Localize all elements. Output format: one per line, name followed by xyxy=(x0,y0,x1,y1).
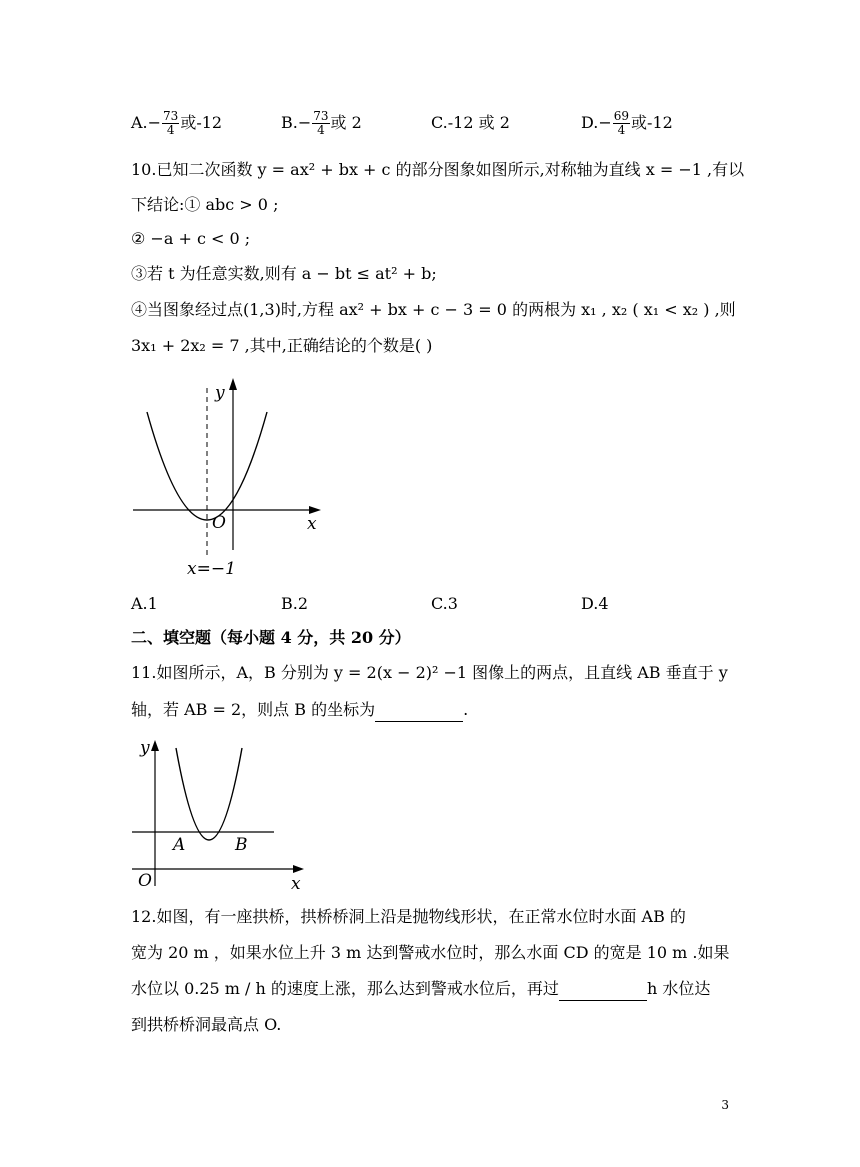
q10-line-2: 下结论:① abc > 0 ; xyxy=(131,195,279,214)
q10-option-c: C.3 xyxy=(431,594,458,613)
q12-line-4: 到拱桥桥洞最高点 O. xyxy=(131,1015,282,1034)
q10-axis-label: x=−1 xyxy=(187,559,236,579)
q9-option-d: D.− $\frac{69}{4}$ 或-12 xyxy=(581,109,673,137)
q12-answer-blank[interactable] xyxy=(559,978,647,1001)
q11-origin-label: O xyxy=(138,871,152,891)
q11-parabola-figure xyxy=(128,734,308,894)
q12-line-1: 12.如图，有一座拱桥，拱桥桥洞上沿是抛物线形状，在正常水位时水面 AB 的 xyxy=(131,907,686,926)
q10-x-label: x xyxy=(307,514,317,534)
q11-x-label: x xyxy=(291,874,301,894)
q10-option-a: A.1 xyxy=(131,594,158,613)
q9-option-c: C.-12 或 2 xyxy=(431,113,510,132)
q10-parabola-figure xyxy=(125,372,335,582)
section-heading: 二、填空题（每小题 4 分，共 20 分） xyxy=(131,628,411,647)
q12-line-3: 水位以 0.25 m / h 的速度上涨，那么达到警戒水位后，再过 h 水位达 xyxy=(131,978,710,1001)
q11-line-1: 11.如图所示，A，B 分别为 y = 2(x − 2)² −1 图像上的两点，且直线 AB 垂直于 y xyxy=(131,663,728,682)
q9-option-b: B.− $\frac{73}{4}$ 或 2 xyxy=(281,109,362,137)
q10-line-1: 10.已知二次函数 y = ax² + bx + c 的部分图象如图所示,对称轴为直线 x = −1 ,有以 xyxy=(131,160,745,179)
q10-origin-label: O xyxy=(212,513,226,533)
q10-line-5: ④当图象经过点(1,3)时,方程 ax² + bx + c − 3 = 0 的两根为 x₁ , x₂ ( x₁ < x₂ ) ,则 xyxy=(131,300,736,319)
q10-line-3: ② −a + c < 0 ; xyxy=(131,229,251,248)
q11-y-label: y xyxy=(140,738,150,758)
page-number: 3 xyxy=(721,1098,729,1112)
q11-line-2: 轴，若 AB = 2，则点 B 的坐标为 . xyxy=(131,699,468,722)
q11-point-a-label: A xyxy=(173,835,186,855)
q12-line-2: 宽为 20 m ，如果水位上升 3 m 达到警戒水位时，那么水面 CD 的宽是 10 m .如果 xyxy=(131,943,730,962)
q11-point-b-label: B xyxy=(235,835,248,855)
q10-line-6: 3x₁ + 2x₂ = 7 ,其中,正确结论的个数是( ) xyxy=(131,336,433,355)
q10-option-d: D.4 xyxy=(581,594,609,613)
q11-answer-blank[interactable] xyxy=(375,699,463,722)
q10-y-label: y xyxy=(215,383,225,403)
q10-option-b: B.2 xyxy=(281,594,309,613)
q9-option-a: A.− $\frac{73}{4}$ 或-12 xyxy=(131,109,223,137)
q10-line-4: ③若 t 为任意实数,则有 a − bt ≤ at² + b; xyxy=(131,264,437,283)
